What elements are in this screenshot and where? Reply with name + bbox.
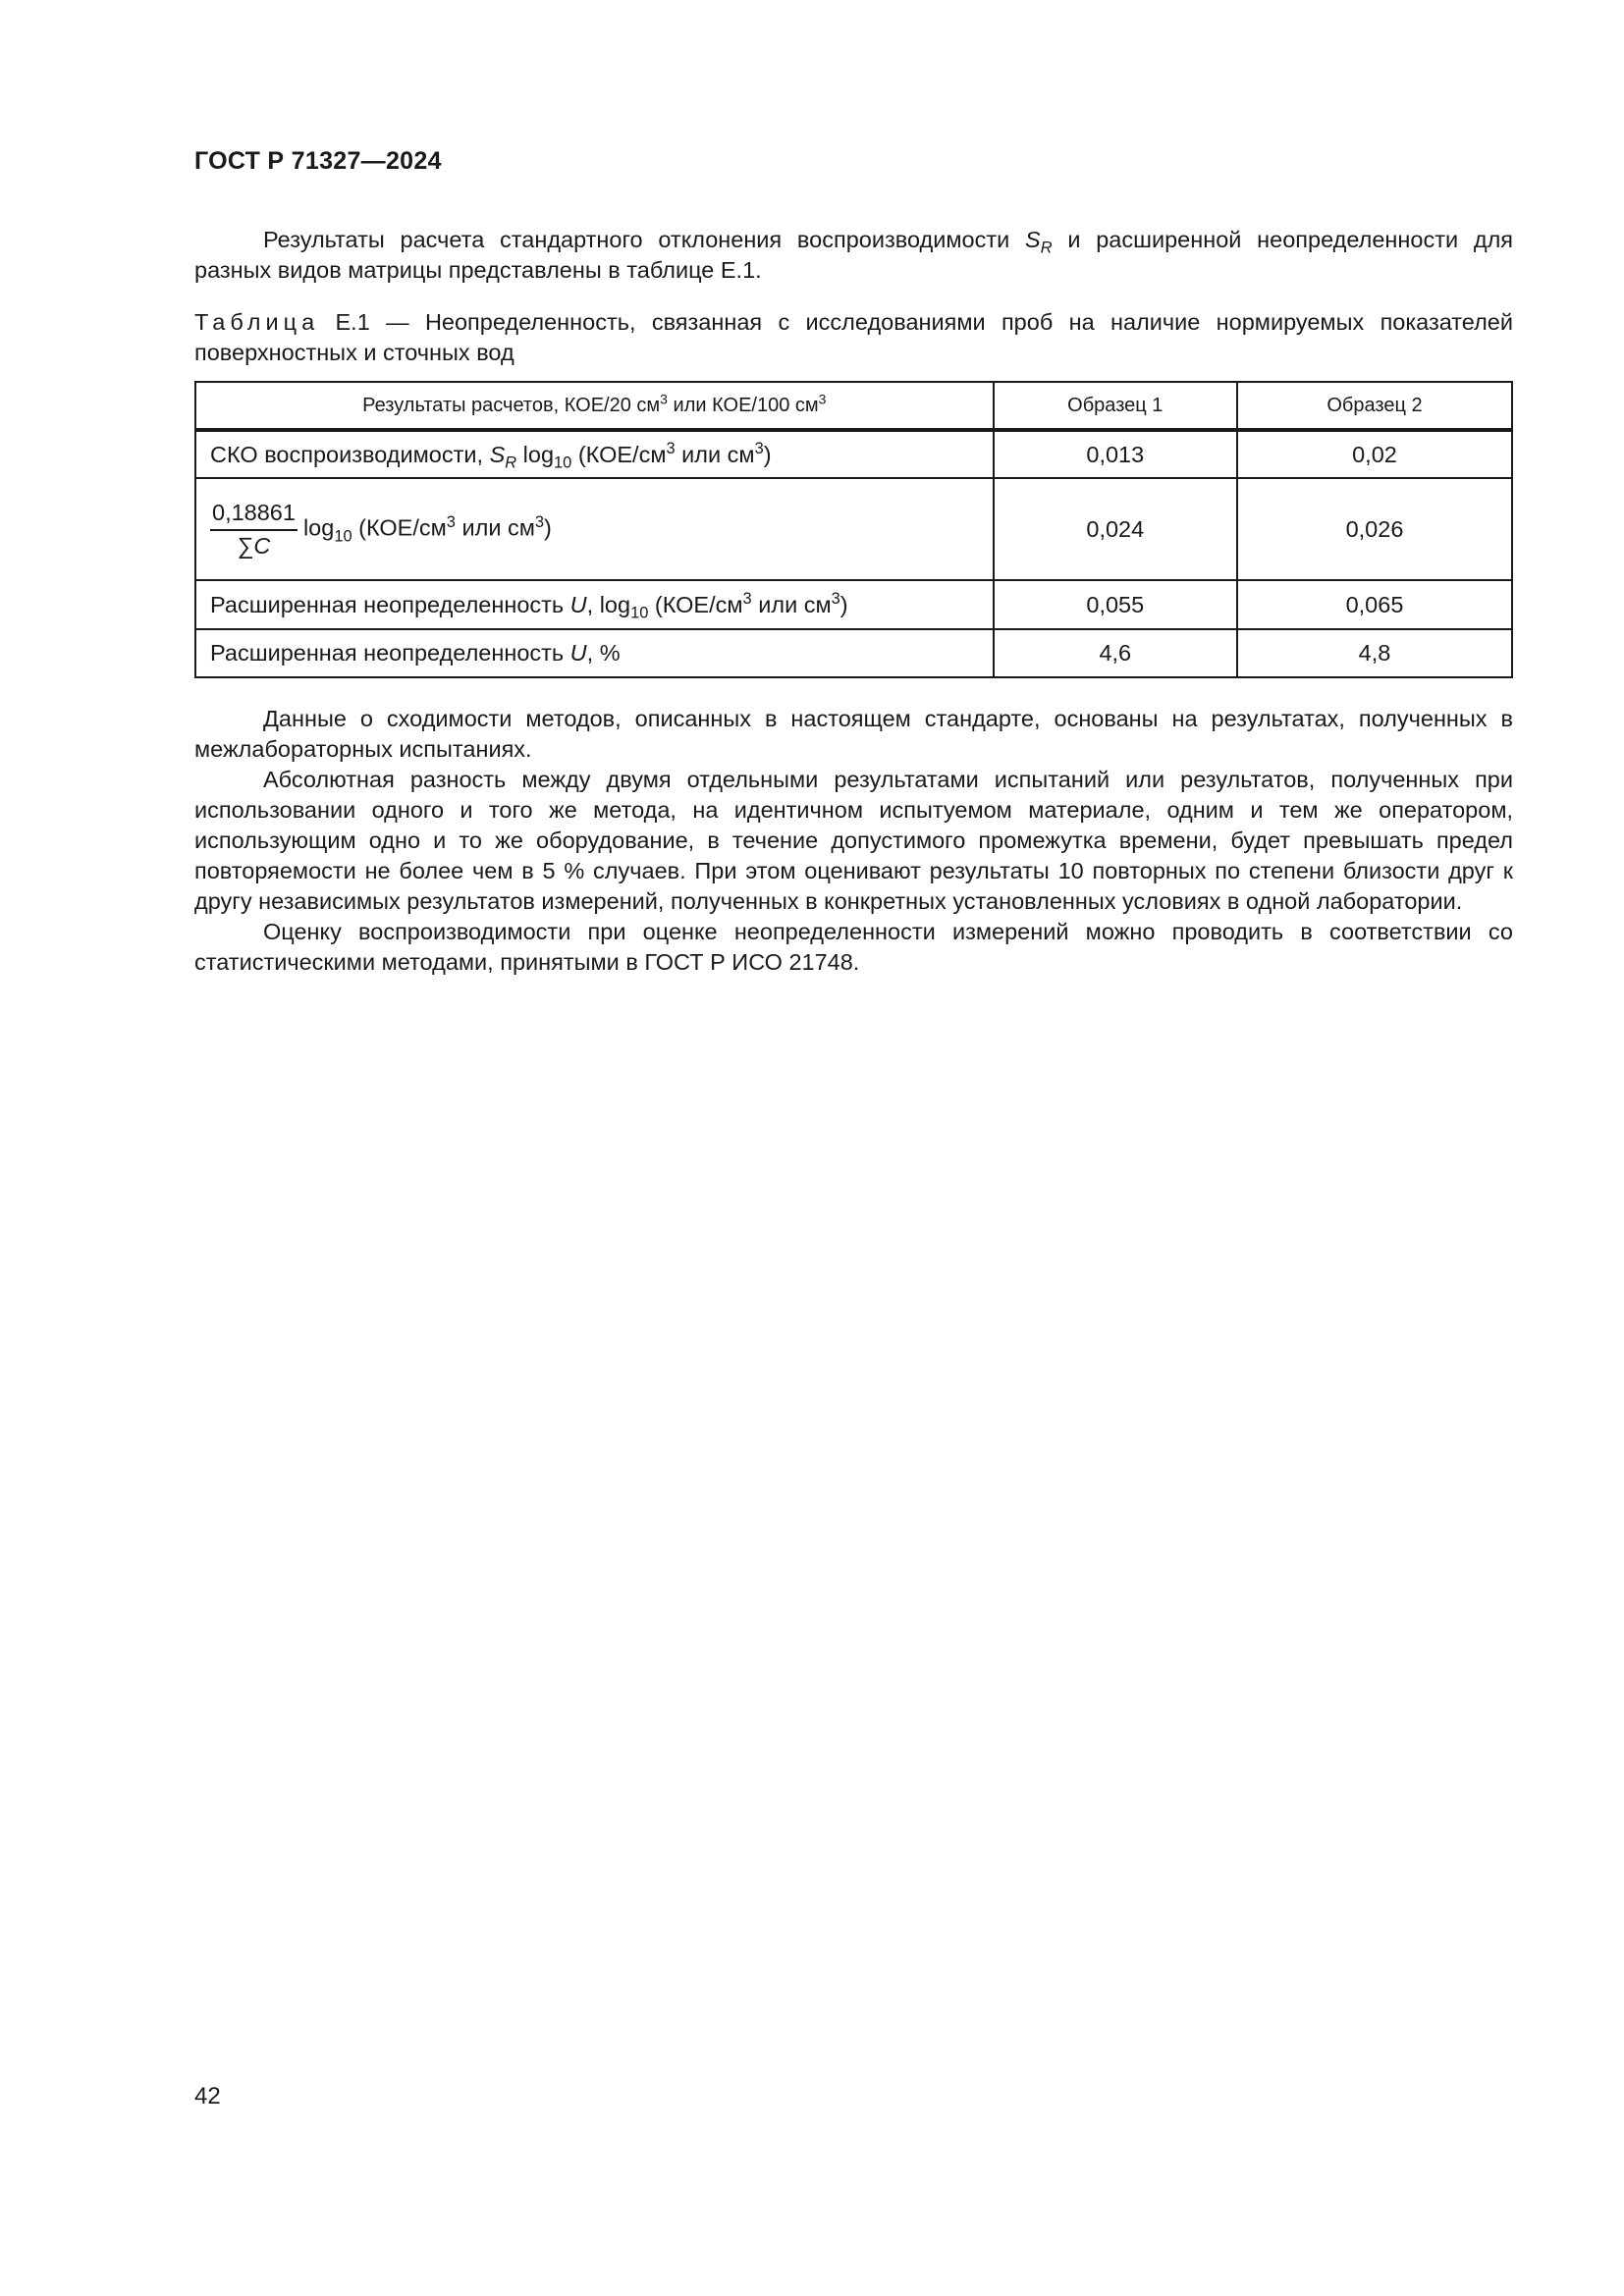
table-row	[195, 580, 1512, 629]
uncertainty-table	[194, 381, 1513, 678]
table-header-row	[195, 382, 1512, 430]
table-row	[195, 478, 1512, 580]
page-number: 42	[194, 2083, 221, 2109]
header-sample-2: Образец 2	[1237, 382, 1512, 430]
row-label: СКО воспроизводимости, $S_R$ $\log_{10} (КОЕ/см^3$ или $см^3$)	[195, 430, 994, 478]
row-sample-2: 4,8	[1237, 629, 1512, 677]
row-label: Расширенная неопределенность U, %	[195, 629, 994, 677]
intro-paragraph: Результаты расчета стандартного отклонения воспроизводимости $S_R$ и расширенной неопределенности для разных видов матрицы представлены в таблице Е.1.	[194, 227, 1514, 283]
row-sample-1: 0,055	[994, 580, 1237, 629]
row-sample-2: 0,065	[1237, 580, 1512, 629]
paragraph-uncertainty-estimation: Оценку воспроизводимости при оценке неопределенности измерений можно проводить в соответствии со статистическими методами, принятыми в ГОСТ Р ИСО 21748.	[194, 919, 1513, 975]
body-text	[194, 704, 1513, 978]
row-sample-2: 0,02	[1237, 430, 1512, 478]
row-label: $\frac{0,18861}{\sum C}$ $\log_{10} (КОЕ/см^3$ или $см^3$)	[195, 478, 994, 580]
table-caption-label: Таблица	[194, 309, 320, 335]
row-sample-1: 4,6	[994, 629, 1237, 677]
table-row	[195, 430, 1512, 478]
paragraph-reproducibility-data: Данные о сходимости методов, описанных в настоящем стандарте, основаны на результатах, полученных в межлабораторных испытаниях.	[194, 706, 1513, 762]
fraction: $\frac{0,18861}{\sum C}$	[212, 499, 296, 559]
table-caption-text: Е.1 — Неопределенность, связанная с исследованиями проб на наличие нормируемых показателей поверхностных и сточных вод	[194, 309, 1513, 365]
row-label: Расширенная неопределенность U, $\log_{10} (КОЕ/см^3$ или $см^3$)	[195, 580, 994, 629]
table-row	[195, 629, 1512, 677]
page-header: ГОСТ Р 71327—2024	[194, 147, 442, 175]
header-results: Результаты расчетов, КОЕ/20 $см^3$ или КОЕ/100 $см^3$	[195, 382, 994, 430]
row-sample-1: 0,024	[994, 478, 1237, 580]
row-sample-1: 0,013	[994, 430, 1237, 478]
header-sample-1: Образец 1	[994, 382, 1237, 430]
table-caption	[194, 307, 1513, 368]
row-sample-2: 0,026	[1237, 478, 1512, 580]
paragraph-repeatability: Абсолютная разность между двумя отдельными результатами испытаний или результатов, полученных при использовании одного и того же метода, на идентичном испытуемом материале, одним и тем же оператором, использующим одно и то же оборудование, в течение допустимого промежутка времени, будет превышать предел повторяемости не более чем в 5 % случаев. При этом оценивают результаты 10 повторных по степени близости друг к другу независимых результатов измерений, полученных в конкретных установленных условиях в одной лаборатории.	[194, 767, 1513, 914]
